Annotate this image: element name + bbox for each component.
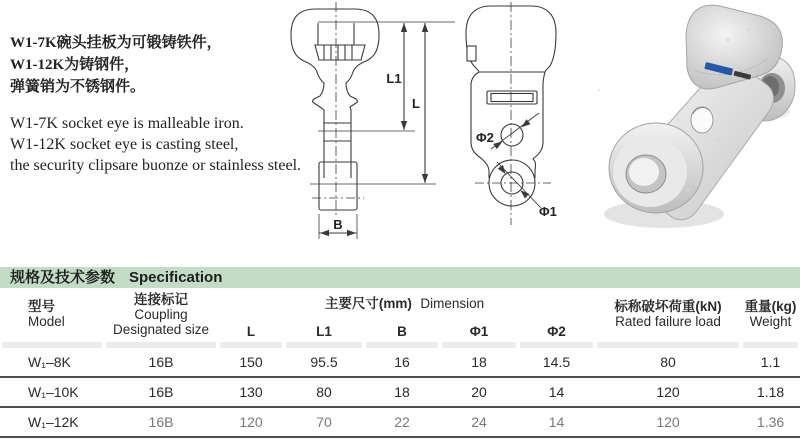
dim-label-phi2: Φ2 (476, 130, 494, 145)
cell-weight: 1.36 (741, 407, 800, 437)
intro-english (10, 113, 302, 176)
product-photo (598, 0, 800, 245)
cell-phi2: 14.5 (518, 348, 595, 377)
cell-weight: 1.1 (741, 348, 800, 377)
cell-rated-load: 120 (595, 377, 741, 407)
dim-label-b: B (333, 217, 343, 232)
col-header-phi1: Φ1 (469, 323, 489, 339)
col-header-model: 型号 Model (28, 299, 65, 329)
cell-phi1: 18 (440, 348, 518, 377)
dim-label-phi1: Φ1 (539, 204, 557, 219)
side-view-technical-drawing (455, 0, 605, 245)
cell-model: W₁–8K (0, 348, 104, 377)
front-view-technical-drawing (288, 2, 458, 244)
col-header-dimension: 主要尺寸(mm) Dimension (324, 296, 485, 311)
cell-phi2: 14 (518, 407, 595, 437)
intro-en-line: the security clipsare buonze or stainless steel. (10, 157, 302, 174)
intro-chinese (10, 32, 294, 98)
cell-model: W₁–10K (0, 377, 104, 407)
col-header-L: L (246, 323, 256, 339)
cell-L1: 80 (284, 377, 364, 407)
intro-text (10, 32, 302, 176)
table-row (0, 377, 800, 407)
cell-coupling: 16B (104, 348, 218, 377)
intro-en-line: W1-7K socket eye is malleable iron. (10, 115, 244, 132)
cell-B: 16 (364, 348, 440, 377)
cell-L: 130 (218, 377, 284, 407)
cell-B: 22 (364, 407, 440, 437)
dim-label-l1: L1 (386, 71, 402, 86)
col-header-B: B (397, 323, 407, 339)
col-header-L1: L1 (316, 323, 332, 339)
intro-zh-line: W1-12K为铸钢件， (10, 57, 140, 73)
cell-coupling: 16B (104, 377, 218, 407)
cell-B: 18 (364, 377, 440, 407)
col-header-phi2: Φ2 (547, 323, 566, 339)
cell-L: 150 (218, 348, 284, 377)
intro-zh-line: 弹簧销为不锈钢件。 (10, 79, 146, 95)
cell-coupling: 16B (104, 407, 218, 437)
cell-phi2: 14 (518, 377, 595, 407)
dim-label-l: L (412, 96, 420, 111)
col-header-weight: 重量(kg) Weight (744, 299, 797, 329)
col-header-rated-load: 标称破坏荷重(kN) Rated failure load (614, 299, 722, 329)
cell-model: W₁–12K (0, 407, 104, 437)
intro-zh-line: W1-7K碗头挂板为可锻铸铁件， (10, 35, 222, 51)
cell-rated-load: 120 (595, 407, 741, 437)
cell-weight: 1.18 (741, 377, 800, 407)
table-row (0, 348, 800, 377)
cell-rated-load: 80 (595, 348, 741, 377)
col-header-coupling: 连接标记 Coupling Designated size (112, 291, 210, 337)
header-separator-band (0, 341, 800, 348)
cell-phi1: 20 (440, 377, 518, 407)
section-header-band (0, 267, 800, 288)
section-title-en: Specification (129, 269, 223, 286)
intro-en-line: W1-12K socket eye is casting steel, (10, 136, 239, 153)
section-title-zh: 规格及技术参数 (10, 269, 116, 286)
specification-table (0, 287, 800, 438)
cell-L1: 70 (284, 407, 364, 437)
table-row (0, 407, 800, 437)
cell-L: 120 (218, 407, 284, 437)
cell-L1: 95.5 (284, 348, 364, 377)
cell-phi1: 24 (440, 407, 518, 437)
